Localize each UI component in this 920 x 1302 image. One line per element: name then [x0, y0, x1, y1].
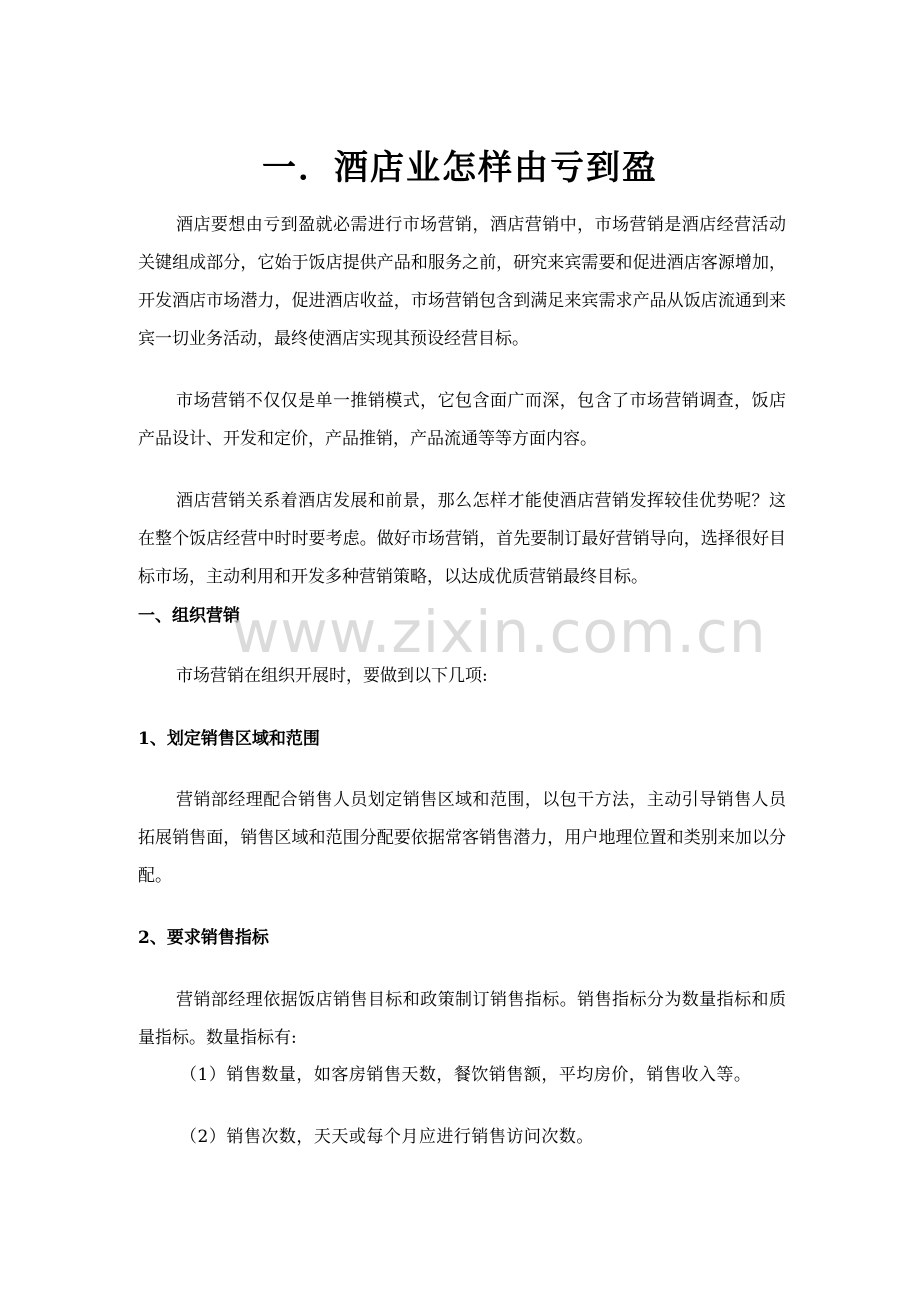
paragraph-marketing-scope: 市场营销不仅仅是单一推销模式，它包含面广而深，包含了市场营销调查，饭店产品设计、开发和定价，产品推销，产品流通等等方面内容。 — [138, 391, 786, 449]
subsection-heading-sales-area: 1、划定销售区域和范围 — [138, 729, 320, 749]
paragraph-sales-target: 营销部经理依据饭店销售目标和政策制订销售指标。销售指标分为数量指标和质量指标。数量指标有: — [138, 990, 786, 1048]
paragraph-section1-intro: 市场营销在组织开展时，要做到以下几项: — [176, 666, 488, 686]
paragraph-intro: 酒店要想由亏到盈就必需进行市场营销，酒店营销中，市场营销是酒店经营活动关键组成部分，它始于饭店提供产品和服务之前，研究来宾需要和促进酒店客源增加，开发酒店市场潜力，促进酒店收益，市场营销包含到满足来宾需求产品从饭店流通到来宾一切业务活动，最终使酒店实现其预设经营目标。 — [138, 215, 786, 349]
section-heading-organize-marketing: 一、组织营销 — [138, 606, 240, 626]
list-item: （1）销售数量，如客房销售天数，餐饮销售额，平均房价，销售收入等。 — [180, 1065, 752, 1085]
paragraph-marketing-goal: 酒店营销关系着酒店发展和前景，那么怎样才能使酒店营销发挥较佳优势呢？这在整个饭店经营中时时要考虑。做好市场营销，首先要制订最好营销导向，选择很好目标市场，主动利用和开发多种营销策略，以达成优质营销最终目标。 — [138, 491, 786, 587]
document-title: 一．酒店业怎样由亏到盈 — [262, 148, 658, 188]
list-item: （2）销售次数，天天或每个月应进行销售访问次数。 — [180, 1127, 594, 1147]
subsection-heading-sales-target: 2、要求销售指标 — [138, 928, 269, 948]
watermark-text: www.zixin.com.cn — [232, 598, 767, 666]
paragraph-sales-area: 营销部经理配合销售人员划定销售区域和范围，以包干方法，主动引导销售人员拓展销售面，销售区域和范围分配要依据常客销售潜力，用户地理位置和类别来加以分配。 — [138, 790, 786, 886]
